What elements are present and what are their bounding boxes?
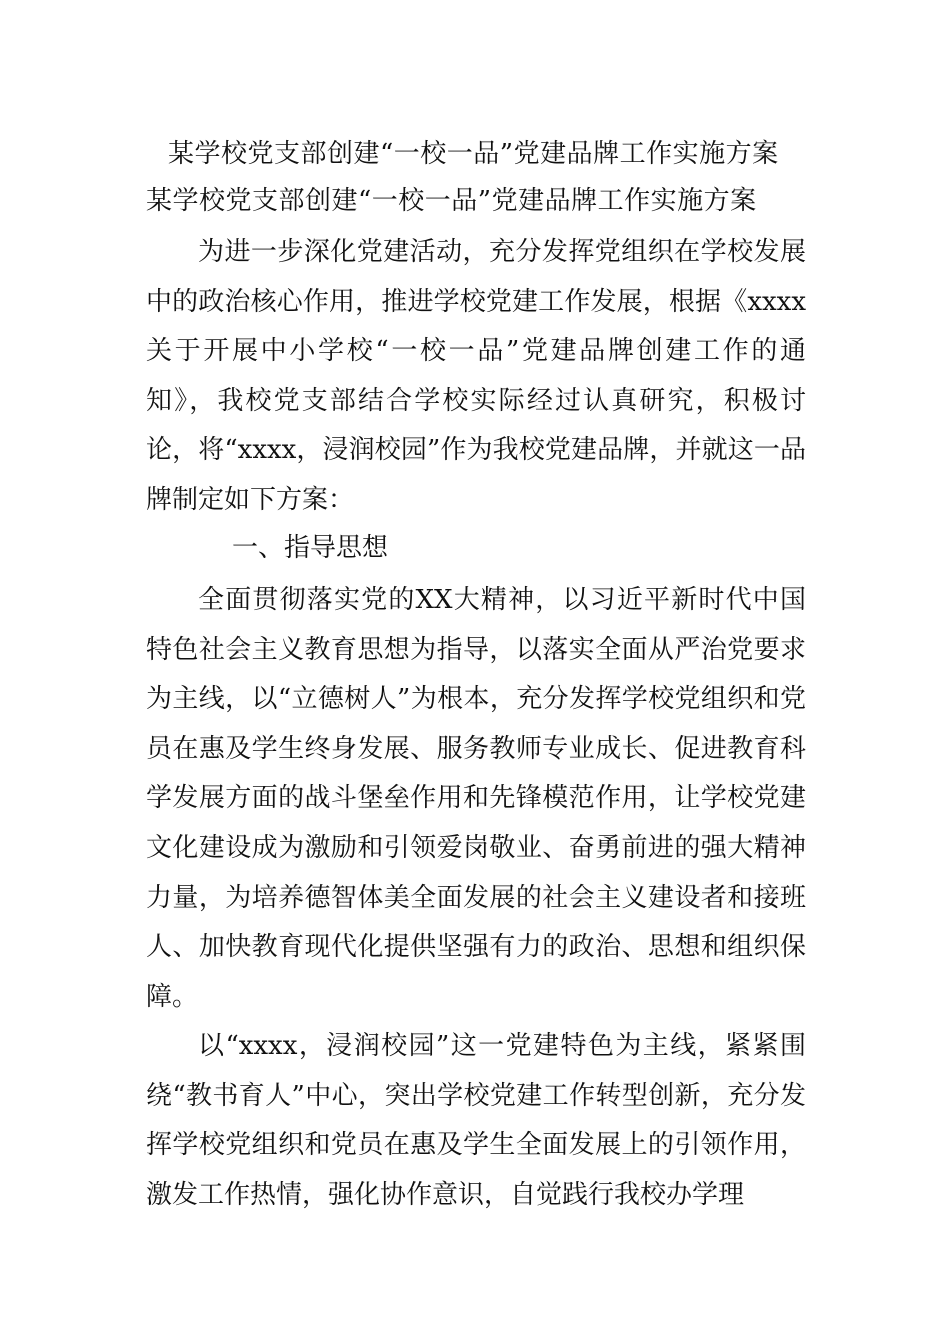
document-title: 某学校党支部创建“一校一品”党建品牌工作实施方案 <box>168 139 779 169</box>
guiding-thought-paragraph: 全面贯彻落实党的XX大精神，以习近平新时代中国特色社会主义教育思想为指导，以落实全面从严治党要求为主线，以“立德树人”为根本，充分发挥学校党组织和党员在惠及学生终身发展、服务教师专业成长、促进教育科学发展方面的战斗堡垒作用和先锋模范作用，让学校党建文化建设成为激励和引领爱岗敬业、奋勇前进的强大精神力量，为培养德智体美全面发展的社会主义建设者和接班人、加快教育现代化提供坚强有力的政治、思想和组织保障。 <box>146 585 806 1012</box>
section-heading-guiding-thought: 一、指导思想 <box>232 533 389 563</box>
document-subtitle: 某学校党支部创建“一校一品”党建品牌工作实施方案 <box>146 186 757 216</box>
intro-paragraph: 为进一步深化党建活动，充分发挥党组织在学校发展中的政治核心作用，推进学校党建工作发展，根据《xxxx关于开展中小学校“一校一品”党建品牌创建工作的通知》，我校党支部结合学校实际经过认真研究，积极讨论，将“xxxx，浸润校园”作为我校党建品牌，并就这一品牌制定如下方案： <box>146 237 806 515</box>
brand-mainline-paragraph: 以“xxxx，浸润校园”这一党建特色为主线，紧紧围绕“教书育人”中心，突出学校党建工作转型创新，充分发挥学校党组织和党员在惠及学生全面发展上的引领作用，激发工作热情，强化协作意识，自觉践行我校办学理 <box>146 1031 806 1210</box>
